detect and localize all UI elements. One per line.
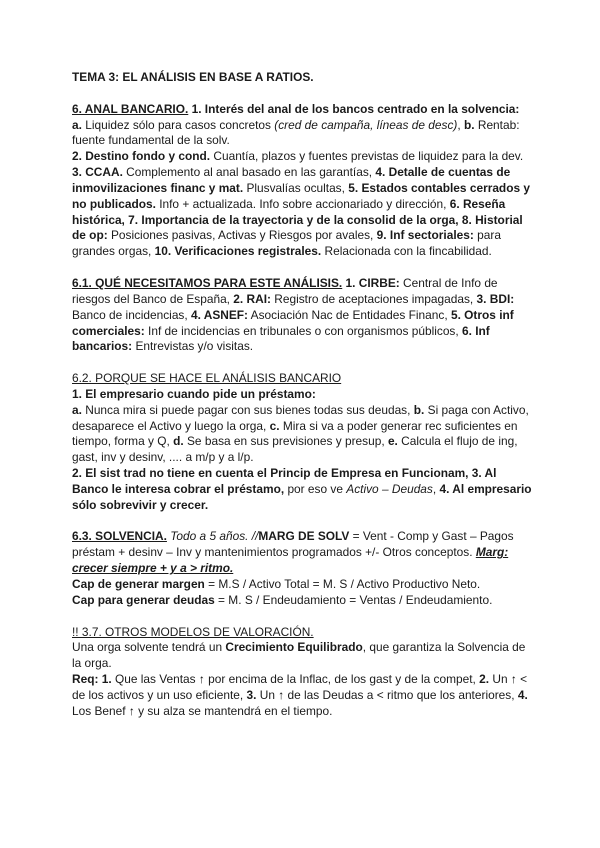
formula-cap-deudas: Cap para generar deudas = M. S / Endeudamiento = Ventas / Endeudamiento. — [72, 592, 493, 607]
section-heading: 6.1. QUÉ NECESITAMOS PARA ESTE ANÁLISIS. — [72, 275, 343, 290]
section-6-2-subheading: 1. El empresario cuando pide un préstamo: — [72, 386, 316, 401]
section-6-item-2: 2. Destino fondo y cond. Cuantía, plazos y fuentes previstas de liquidez para la dev. — [72, 149, 524, 164]
spacer — [72, 260, 532, 276]
section-3-7-intro: Una orga solvente tendrá un Crecimiento Equilibrado, que garantiza la Solvencia de la orga. — [72, 640, 526, 671]
section-3-7-req: Req: 1. Que las Ventas ↑ por encima de la Inflac, de los gast y de la compet, 2. Un ↑ < de los activos y un uso eficiente, 3. Un ↑ de las Deudas a < ritmo que los anteriores, 4. Los Benef ↑ y su alza se mantendrá en el tiempo. — [72, 672, 528, 718]
section-6-anal-bancario: 6. ANAL BANCARIO. 1. Interés del anal de los bancos centrado en la solvencia: a. Liquidez sólo para casos concretos (cred de campaña, líneas de desc), b. Rentab: fuente fundamental de la solv. — [72, 101, 520, 148]
spacer — [72, 609, 532, 625]
spacer — [72, 514, 532, 530]
spacer — [72, 86, 532, 102]
section-6-3: 6.3. SOLVENCIA. Todo a 5 años. //MARG DE SOLV = Vent - Comp y Gast – Pagos préstam + desinv – Inv y mantenimientos programados +/- Otros conceptos. Marg: crecer siempre + y a > ritmo. — [72, 529, 514, 576]
document-title: TEMA 3: EL ANÁLISIS EN BASE A RATIOS. — [72, 70, 314, 84]
section-6-1: 6.1. QUÉ NECESITAMOS PARA ESTE ANÁLISIS. 1. CIRBE: Central de Info de riesgos del Banco de España, 2. RAI: Registro de aceptaciones impagadas, 3. BDI: Banco de incidencias, 4. ASNEF: Asociación Nac de Entidades Financ, 5. Otros inf comerciales: Inf de incidencias en tribunales o con organismos públicos, 6. Inf bancarios: Entrevistas y/o visitas. — [72, 275, 515, 354]
formula-cap-margen: Cap de generar margen = M.S / Activo Total = M. S / Activo Productivo Neto. — [72, 577, 481, 591]
section-6-2-list: a. Nunca mira si puede pagar con sus bienes todas sus deudas, b. Si paga con Activo, desaparece el Activo y luego la orga, c. Mira si va a poder generar rec suficientes en tiempo, forma y Q, d. Se basa en sus previsiones y presup, e. Calcula el flujo de ing, gast, inv y desinv, .... a m/p y a l/p. — [72, 402, 529, 465]
section-heading: 6.3. SOLVENCIA. — [72, 529, 167, 544]
section-heading: 6. ANAL BANCARIO. — [72, 101, 189, 116]
section-heading: !! 3.7. OTROS MODELOS DE VALORACIÓN. — [72, 624, 314, 639]
section-6-item-3: 3. CCAA. Complemento al anal basado en las garantías, 4. Detalle de cuentas de inmovilizaciones financ y mat. Plusvalías ocultas, 5. Estados contables cerrados y no publicados. Info + actualizada. Info sobre accionariado y dirección, 6. Reseña histórica, 7. Importancia de la trayectoria y de la consolid de la orga, 8. Historial de op: Posiciones pasivas, Activas y Riesgos por avales, 9. Inf sectoriales: para grandes orgas, 10. Verificaciones registrales. Relacionada con la fincabilidad. — [72, 165, 530, 259]
spacer — [72, 355, 532, 371]
section-heading: 6.2. PORQUE SE HACE EL ANÁLISIS BANCARIO — [72, 371, 342, 386]
document-page — [72, 70, 532, 720]
section-6-2-points: 2. El sist trad no tiene en cuenta el Princip de Empresa en Funcionam, 3. Al Banco le interesa cobrar el préstamo, por eso ve Activo – Deudas, 4. Al empresario sólo sobrevivir y crecer. — [72, 466, 532, 512]
